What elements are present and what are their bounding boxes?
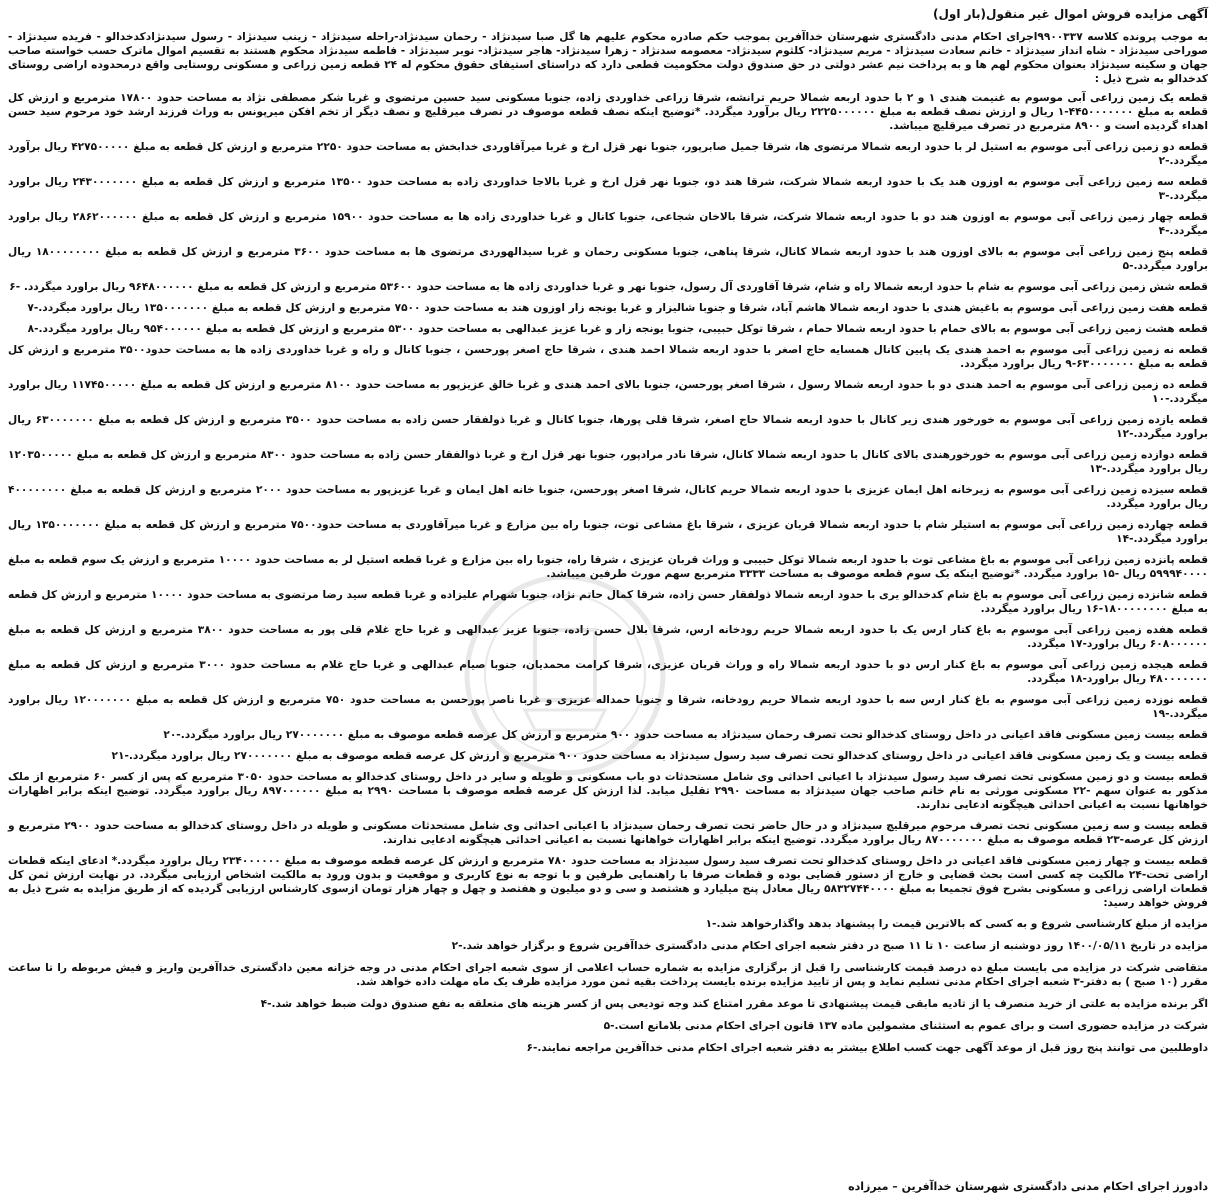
parcel-list: [8, 91, 1208, 910]
parcel-2: قطعه دو زمین زراعی آبی موسوم به استیل لر با حدود اربعه شمالا مرتضوی ها، شرقا جمیل صابرپور، جنوبا نهر قزل ارخ و غربا میرآقاوردی خدابخش به مساحت حدود ۲۲۵۰ مترمربع و ارزش کل قطعه به مبلغ ۴۲۷۵۰۰۰۰۰ ریال برآورد میگردد.-۲: [8, 141, 1209, 167]
condition-6: داوطلبین می توانند پنج روز قبل از موعد آگهی جهت کسب اطلاع بیشتر به دفتر شعبه اجرای احکام مدنی خداآفرین مراجعه نمایند.-۶: [526, 1042, 1208, 1054]
parcel-9: قطعه نه زمین زراعی آبی موسوم به احمد هندی یک پایین کانال همسایه حاج اصغر با حدود اربعه شمالا احمد هندی ، شرقا حاج اصغر پورحسن ، جنوبا کانال و راه و غربا خداوردی زاده ها به مساحت حدود۳۵۰۰ مترمربع و ارزش کل قطعه به مبلغ ۶۳۰۰۰۰۰۰۰-۹ ریال براورد میگردد.: [8, 344, 1208, 370]
condition-1: مزایده از مبلغ کارشناسی شروع و به کسی که بالاترین قیمت را پیشنهاد بدهد واگذارخواهد شد.-۱: [705, 918, 1208, 930]
parcel-10: قطعه ده زمین زراعی آبی موسوم به احمد هندی دو با حدود اربعه شمالا رسول ، شرقا اصغر پورحسن، جنوبا بالای احمد هندی و غربا خالق عزیزپور به مساحت حدود ۸۱۰۰ مترمربع و ارزش کل قطعه به مبلغ ۱۱۷۴۵۰۰۰۰۰ ریال براورد میگردد.-۱۰: [8, 379, 1208, 405]
parcel-23: قطعه بیست و سه زمین مسکونی تحت تصرف مرحوم میرقلیچ سیدنژاد و در حال حاضر تحت تصرف رحمان سیدنژاد با اعیانی احداثی وی شامل مستحدثات مسکونی و طویله در داخل روستای کدخدالو به مساحت حدود ۲۹۰۰ مترمربع و ارزش کل عرصه-۲۳ قطعه موصوف به مبلغ ۸۷۰۰۰۰۰۰۰ ریال براورد میگردد. توضیح اینکه برابر اظهارات خواهانها نسبت به اعیانی احداثی هیچگونه ادعایی ندارند.: [8, 820, 1208, 846]
parcel-7: قطعه هفت زمین زراعی آبی موسوم به باغیش هندی با حدود اربعه شمالا هاشم آباد، شرقا و جنوبا شالیزار و غربا یونجه زار اوزون هند به مساحت حدود ۷۵۰۰ مترمربع و ارزش کل قطعه به مبلغ ۱۳۵۰۰۰۰۰۰۰ ریال براورد میگردد.-۷: [27, 302, 1208, 314]
parcel-8: قطعه هشت زمین زراعی آبی موسوم به بالای حمام با حدود اربعه شمالا حمام ، شرقا توکل حبیبی، جنوبا یونجه زار و غربا عزیز عبدالهی به مساحت حدود ۵۳۰۰ مترمربع و ارزش کل قطعه به مبلغ ۹۵۴۰۰۰۰۰۰ ریال براورد میگردد.-۸: [27, 323, 1208, 335]
condition-4: اگر برنده مزایده به علتی از خرید منصرف یا از تادیه مابقی قیمت پیشنهادی تا موعد مقرر امتناع کند وجه تودیعی پس از کسر هزینه های متعلقه به نفع صندوق دولت ضبط خواهد شد.-۴: [260, 998, 1208, 1010]
parcel-16: قطعه شانزده زمین زراعی آبی موسوم به باغ شام کدخدالو یری با حدود اربعه شمالا ذولفقار حسن زاده، شرقا کمال حاتم نژاد، جنوبا شهرام علیزاده و غربا قطعه سید رضا مرتضوی به مساحت حدود ۱۰۰۰۰ مترمربع و ارزش کل قطعه به مبلغ ۱۸۰۰۰۰۰۰۰۰-۱۶ ریال براورد میگردد.: [8, 589, 1208, 615]
parcel-15: قطعه پانزده زمین زراعی آبی موسوم به باغ مشاعی توت با حدود اربعه شمالا توکل حبیبی و وراث قربان عزیزی ، شرقا راه، جنوبا راه بین مزارع و غربا قطعه استیل لر به مساحت حدود ۱۰۰۰۰ مترمربع و ارزش یک سوم قطعه به مبلغ ۵۹۹۹۴۰۰۰۰ ریال -۱۵ براورد میگردد. *توضیح اینکه یک سوم قطعه موصوف به مساحت ۳۳۳۳ مترمربع سهم مورث طرفین میباشد.: [8, 554, 1209, 580]
parcel-12: قطعه دوازده زمین زراعی آبی موسوم به خورخورهندی بالای کانال با حدود اربعه شمالا کانال، شرقا نادر مرادپور، جنوبا نهر قزل ارخ و غربا ذوالفقار حسن زاده به مساحت حدود ۸۳۰۰ مترمربع و ارزش کل قطعه به مبلغ ۱۲۰۳۵۰۰۰۰۰ ریال براورد میگردد.-۱۳: [8, 449, 1208, 475]
condition-5: شرکت در مزایده حضوری است و برای عموم به استثنای مشمولین ماده ۱۳۷ قانون اجرای احکام مدنی بلامانع است.-۵: [603, 1020, 1208, 1032]
parcel-4: قطعه چهار زمین زراعی آبی موسوم به اوزون هند دو با حدود اربعه شمالا شرکت، شرقا بالاخان شجاعی، جنوبا کانال و غربا خداوردی زاده ها به مساحت حدود ۱۵۹۰۰ مترمربع و ارزش کل قطعه به مبلغ ۲۸۶۲۰۰۰۰۰۰ ریال براورد میگردد.-۴: [8, 211, 1208, 237]
signature-line: دادورز اجرای احکام مدنی دادگستری شهرستان خداآفرین – میرزاده: [848, 1180, 1208, 1193]
parcel-6: قطعه شش زمین زراعی آبی موسوم به شام با حدود اربعه شمالا راه و شام، شرقا آقاوردی آل رسول، جنوبا نهر و غربا خداوردی زاده ها به مساحت حدود ۵۳۶۰۰ مترمربع و ارزش کل قطعه به مبلغ ۹۶۴۸۰۰۰۰۰۰ ریال براورد میگردد. -۶: [9, 281, 1208, 293]
parcel-17: قطعه هفده زمین زراعی آبی موسوم به باغ کنار ارس یک با حدود اربعه شمالا حریم رودخانه ارس، شرقا بلال حسن زاده، جنوبا عزیز عبدالهی و غربا حاج غلام قلی پور به مساحت حدود ۳۸۰۰ مترمربع و ارزش کل قطعه به مبلغ ۶۰۸۰۰۰۰۰۰ ریال براورد-۱۷ میگردد.: [8, 624, 1209, 650]
parcel-13: قطعه سیزده زمین زراعی آبی موسوم به زیرخانه اهل ایمان عزیزی با حدود اربعه شمالا حریم کانال، شرقا اصغر پورحسن، جنوبا خانه اهل ایمان و غربا عزیزپور به مساحت حدود ۲۰۰۰ مترمربع و ارزش کل قطعه به مبلغ ۴۰۰۰۰۰۰۰۰ ریال براورد میگردد.: [8, 484, 1208, 510]
parcel-3: قطعه سه زمین زراعی آبی موسوم به اوزون هند یک با حدود اربعه شمالا شرکت، شرقا هند دو، جنوبا نهر قزل ارخ و غربا بالاجا خداوردی زاده به مساحت حدود ۱۳۵۰۰ مترمربع و ارزش کل قطعه به مبلغ ۲۴۳۰۰۰۰۰۰۰ ریال براورد میگردد.-۳: [8, 176, 1208, 202]
parcel-21: قطعه بیست و یک زمین مسکونی فاقد اعیانی در داخل روستای کدخدالو تحت تصرف سید رسول سیدنژاد به مساحت حدود ۹۰۰ مترمربع و ارزش کل عرصه قطعه موصوف به مبلغ ۲۷۰۰۰۰۰۰۰ ریال براورد میگردد.-۲۱: [111, 750, 1208, 762]
parcel-18: قطعه هیجده زمین زراعی آبی موسوم به باغ کنار ارس دو با حدود اربعه شمالا راه و وراث قربان عزیزی، شرقا کرامت محمدیان، جنوبا صیام عبدالهی و غربا حاج غلام به مساحت حدود ۳۰۰۰ مترمربع و ارزش کل قطعه به مبلغ ۴۸۰۰۰۰۰۰۰ ریال براورد-۱۸ میگردد.: [8, 659, 1208, 685]
parcel-19: قطعه نوزده زمین زراعی آبی موسوم به باغ کنار ارس سه با حدود اربعه شمالا حریم رودخانه، شرقا و جنوبا حمداله عزیزی و غربا ناصر پورحسن به مساحت حدود ۷۵۰ مترمربع و ارزش کل قطعه به مبلغ ۱۲۰۰۰۰۰۰۰ ریال براورد میگردد.-۱۹: [8, 694, 1208, 720]
notice-title: آگهی مزایده فروش اموال غیر منقول(بار اول): [932, 7, 1208, 21]
parcel-24: قطعه بیست و چهار زمین مسکونی فاقد اعیانی در داخل روستای کدخدالو تحت تصرف سید رسول سیدنژاد به مساحت حدود ۷۸۰ مترمربع و ارزش کل عرصه قطعه موصوف به مبلغ ۲۳۴۰۰۰۰۰۰ ریال براورد میگردد.* ادعای اینکه قطعات اراضی تحت-۲۴ مالکیت چه کسی است بحث قضایی و خارج از دستور قضایی بوده و قطعات صرفا با راهنمایی طرفین و با توجه به نوع کاربری و موقعیت و بدون ورود به مالکیت اشخاص ارزیابی میگردد. در نهایت ارزش ثمن کل قطعات اراضی زراعی و مسکونی بشرح فوق تجمیعا به مبلغ ۵۸۳۲۷۴۴۰۰۰۰ ریال معادل پنج میلیارد و هشتصد و سی و دو میلیون و هفتصد و چهل و چهار هزار تومان ازسوی کارشناس ارزیابی گردیده که از طریق مزایده به شرح ذیل به فروش خواهد رسید:: [8, 855, 1209, 909]
parcel-20: قطعه بیست زمین مسکونی فاقد اعیانی در داخل روستای کدخدالو تحت تصرف رحمان سیدنژاد به مساحت حدود ۹۰۰ مترمربع و ارزش کل عرصه قطعه موصوف به مبلغ ۲۷۰۰۰۰۰۰۰ ریال براورد میگردد.-۲۰: [163, 729, 1208, 741]
auction-conditions: [8, 917, 1208, 1055]
notice-intro: به موجب پرونده کلاسه ۹۹۰۰۳۳۷اجرای احکام مدنی دادگستری شهرستان خداآفرین بموجب حکم صادره محکوم علیهم ها گل صبا سیدنژاد - رحمان سیدنژاد-راحله سیدنژاد - زینب سیدنژاد - رسول سیدنژادکدخدالو - فریده سیدنژاد - صوراحی سیدنژاد - شاه انداز سیدنژاد - خانم سعادت سیدنژاد - مریم سیدنژاد- کلثوم سیدنژاد- معصومه سدنژاد - زهرا سیدنژاد- هاجر سیدنژاد- نوبر سیدنژاد - فاطمه سیدنژاد محکوم هستند به تقسیم اموال ماترک حسب خواسته صاحب جهان و سکینه سیدنژاد بعنوان محکوم لهم ها و به پرداخت نیم عشر دولتی در حق صندوق دولت محکومیت قطعی دارد که دراستای استیفای حقوق محکوم له ۲۴ قطعه زمین زراعی و مسکونی روستایی واقع درمحدوده اراضی روستای کدخدالو به شرح ذیل :: [8, 31, 1208, 85]
parcel-1: قطعه یک زمین زراعی آبی موسوم به غنیمت هندی ۱ و ۲ با حدود اربعه شمالا حریم ترانشه، شرقا زراعی خداوردی زاده، جنوبا مسکونی سید حسین مرتضوی و غربا شکر مصطفی نژاد به مساحت حدود ۱۷۸۰۰ مترمربع و ارزش کل قطعه به مبلغ ۴۴۵۰۰۰۰۰۰۰-۱ ریال و ارزش نصف قطعه به مبلغ ۲۲۲۵۰۰۰۰۰۰ ریال برآورد میگردد. *توضیح اینکه نصف قطعه موصوف در تصرف میرقلیچ و نصف دیگر از تخم افکن میرپونس به وراث فرزند ارشد خود مرحوم سید حسن اهداء گردیده است و ۸۹۰۰ مترمربع در تصرف میرقلیچ میباشد.: [8, 92, 1209, 132]
parcel-14: قطعه چهارده زمین زراعی آبی موسوم به استیلر شام با حدود اربعه شمالا قربان عزیزی ، شرقا باغ مشاعی توت، جنوبا راه بین مزارع و غربا میرآقاوردی به مساحت حدود۷۵۰۰ مترمربع و ارزش کل قطعه به مبلغ ۱۳۵۰۰۰۰۰۰۰ ریال براورد میگردد.-۱۴: [8, 519, 1209, 545]
condition-3: متقاضی شرکت در مزایده می بایست مبلغ ده درصد قیمت کارشناسی را قبل از برگزاری مزایده به شماره حساب اعلامی از سوی شعبه اجرای احکام مدنی در وجه خزانه معین دادگستری خداآفرین واریز و فیش مربوطه را تا ساعت مقرر (۱۰ صبح ) به دفتر-۳ شعبه اجرای احکام مدنی تسلیم نماید و پس از تایید مزایده برنده بایست پرداخت بقیه ثمن مورد مزایده ظرف یک ماه مهلت داده خواهد شد.: [8, 962, 1208, 988]
condition-2: مزایده در تاریخ ۱۴۰۰/۰۵/۱۱ روز دوشنبه از ساعت ۱۰ تا ۱۱ صبح در دفتر شعبه اجرای احکام مدنی دادگستری خداآفرین شروع و برگزار خواهد شد.-۲: [451, 940, 1208, 952]
parcel-22: قطعه بیست و دو زمین مسکونی تحت تصرف سید رسول سیدنژاد با اعیانی احداثی وی شامل مستحدثات دو باب مسکونی و طویله و سایر در داخل روستای کدخدالو به مساحت حدود ۳۰۵۰ مترمربع که پس از کسر ۶۰ مترمربع از ملک مذکور به عنوان سهم -۲۲ مسکونی مورثی به نام خانم صاحب جهان سیدنژاد به مساحت ۲۹۹۰ تقلیل میابد. لذا ارزش کل عرصه قطعه موصوف با مساحت ۲۹۹۰ به مبلغ ۸۹۷۰۰۰۰۰۰ ریال براورد میگردد. توضیح اینکه برابر اظهارات خواهانها نسبت به اعیانی احداثی هیچگونه ادعایی ندارند.: [8, 771, 1208, 811]
parcel-11: قطعه یازده زمین زراعی آبی موسوم به خورخور هندی زیر کانال با حدود اربعه شمالا حاج اصغر، شرقا قلی پورها، جنوبا کانال و غربا ذولفقار حسن زاده به مساحت حدود ۳۵۰۰ مترمربع و ارزش کل قطعه به مبلغ ۶۳۰۰۰۰۰۰۰ ریال براورد میگردد.-۱۲: [8, 414, 1209, 440]
parcel-5: قطعه پنج زمین زراعی آبی موسوم به بالای اوزون هند با حدود اربعه شمالا کانال، شرقا پناهی، جنوبا مسکونی رحمان و غربا سیدالهوردی مرتضوی ها به مساحت حدود ۳۶۰۰ مترمربع و ارزش کل قطعه به مبلغ ۱۸۰۰۰۰۰۰۰۰ ریال براورد میگردد.-۵: [8, 246, 1209, 272]
